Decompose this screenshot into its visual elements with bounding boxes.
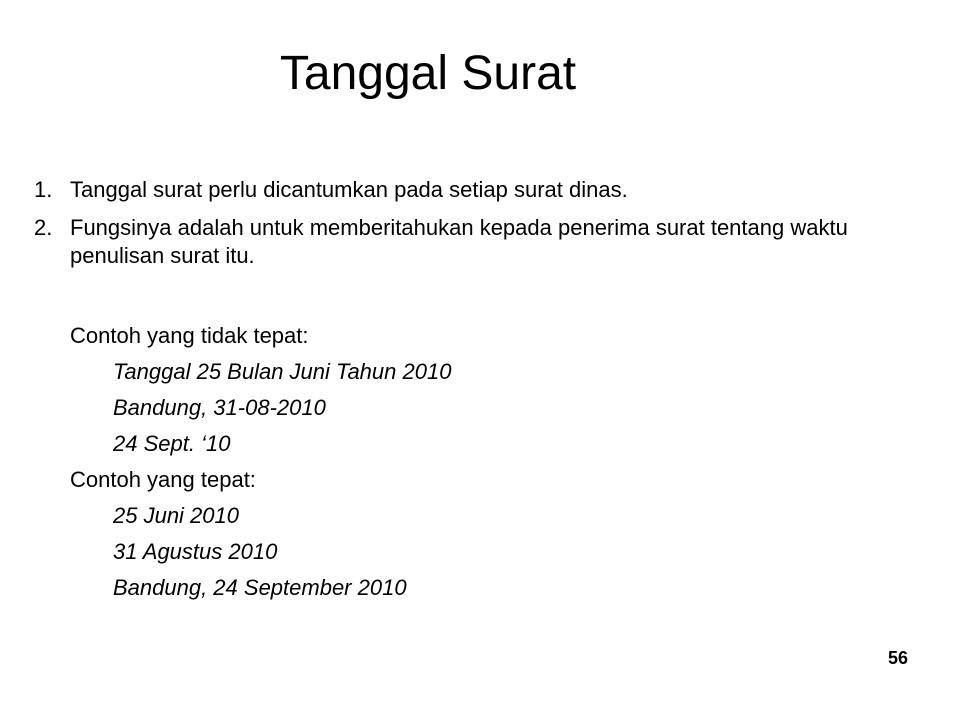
correct-examples-heading: Contoh yang tepat: bbox=[70, 467, 256, 492]
numbered-list bbox=[34, 176, 874, 280]
correct-example: 25 Juni 2010 bbox=[113, 503, 239, 528]
list-item bbox=[34, 176, 874, 204]
list-item-number: 2. bbox=[34, 215, 53, 240]
incorrect-example: 24 Sept. ‘10 bbox=[113, 431, 231, 456]
list-item-text: Fungsinya adalah untuk memberitahukan kepada penerima surat tentang waktu penulisan surat itu. bbox=[70, 215, 848, 268]
correct-example: 31 Agustus 2010 bbox=[113, 539, 278, 564]
incorrect-example: Tanggal 25 Bulan Juni Tahun 2010 bbox=[113, 359, 452, 384]
slide-title: Tanggal Surat bbox=[279, 47, 577, 100]
examples-section bbox=[70, 318, 451, 606]
correct-example: Bandung, 24 September 2010 bbox=[113, 575, 407, 600]
list-item-text: Tanggal surat perlu dicantumkan pada setiap surat dinas. bbox=[70, 177, 628, 202]
page-number: 56 bbox=[887, 648, 908, 668]
list-item-number: 1. bbox=[34, 177, 53, 202]
incorrect-example: Bandung, 31-08-2010 bbox=[113, 395, 326, 420]
incorrect-examples-heading: Contoh yang tidak tepat: bbox=[70, 323, 309, 348]
list-item bbox=[34, 214, 874, 270]
